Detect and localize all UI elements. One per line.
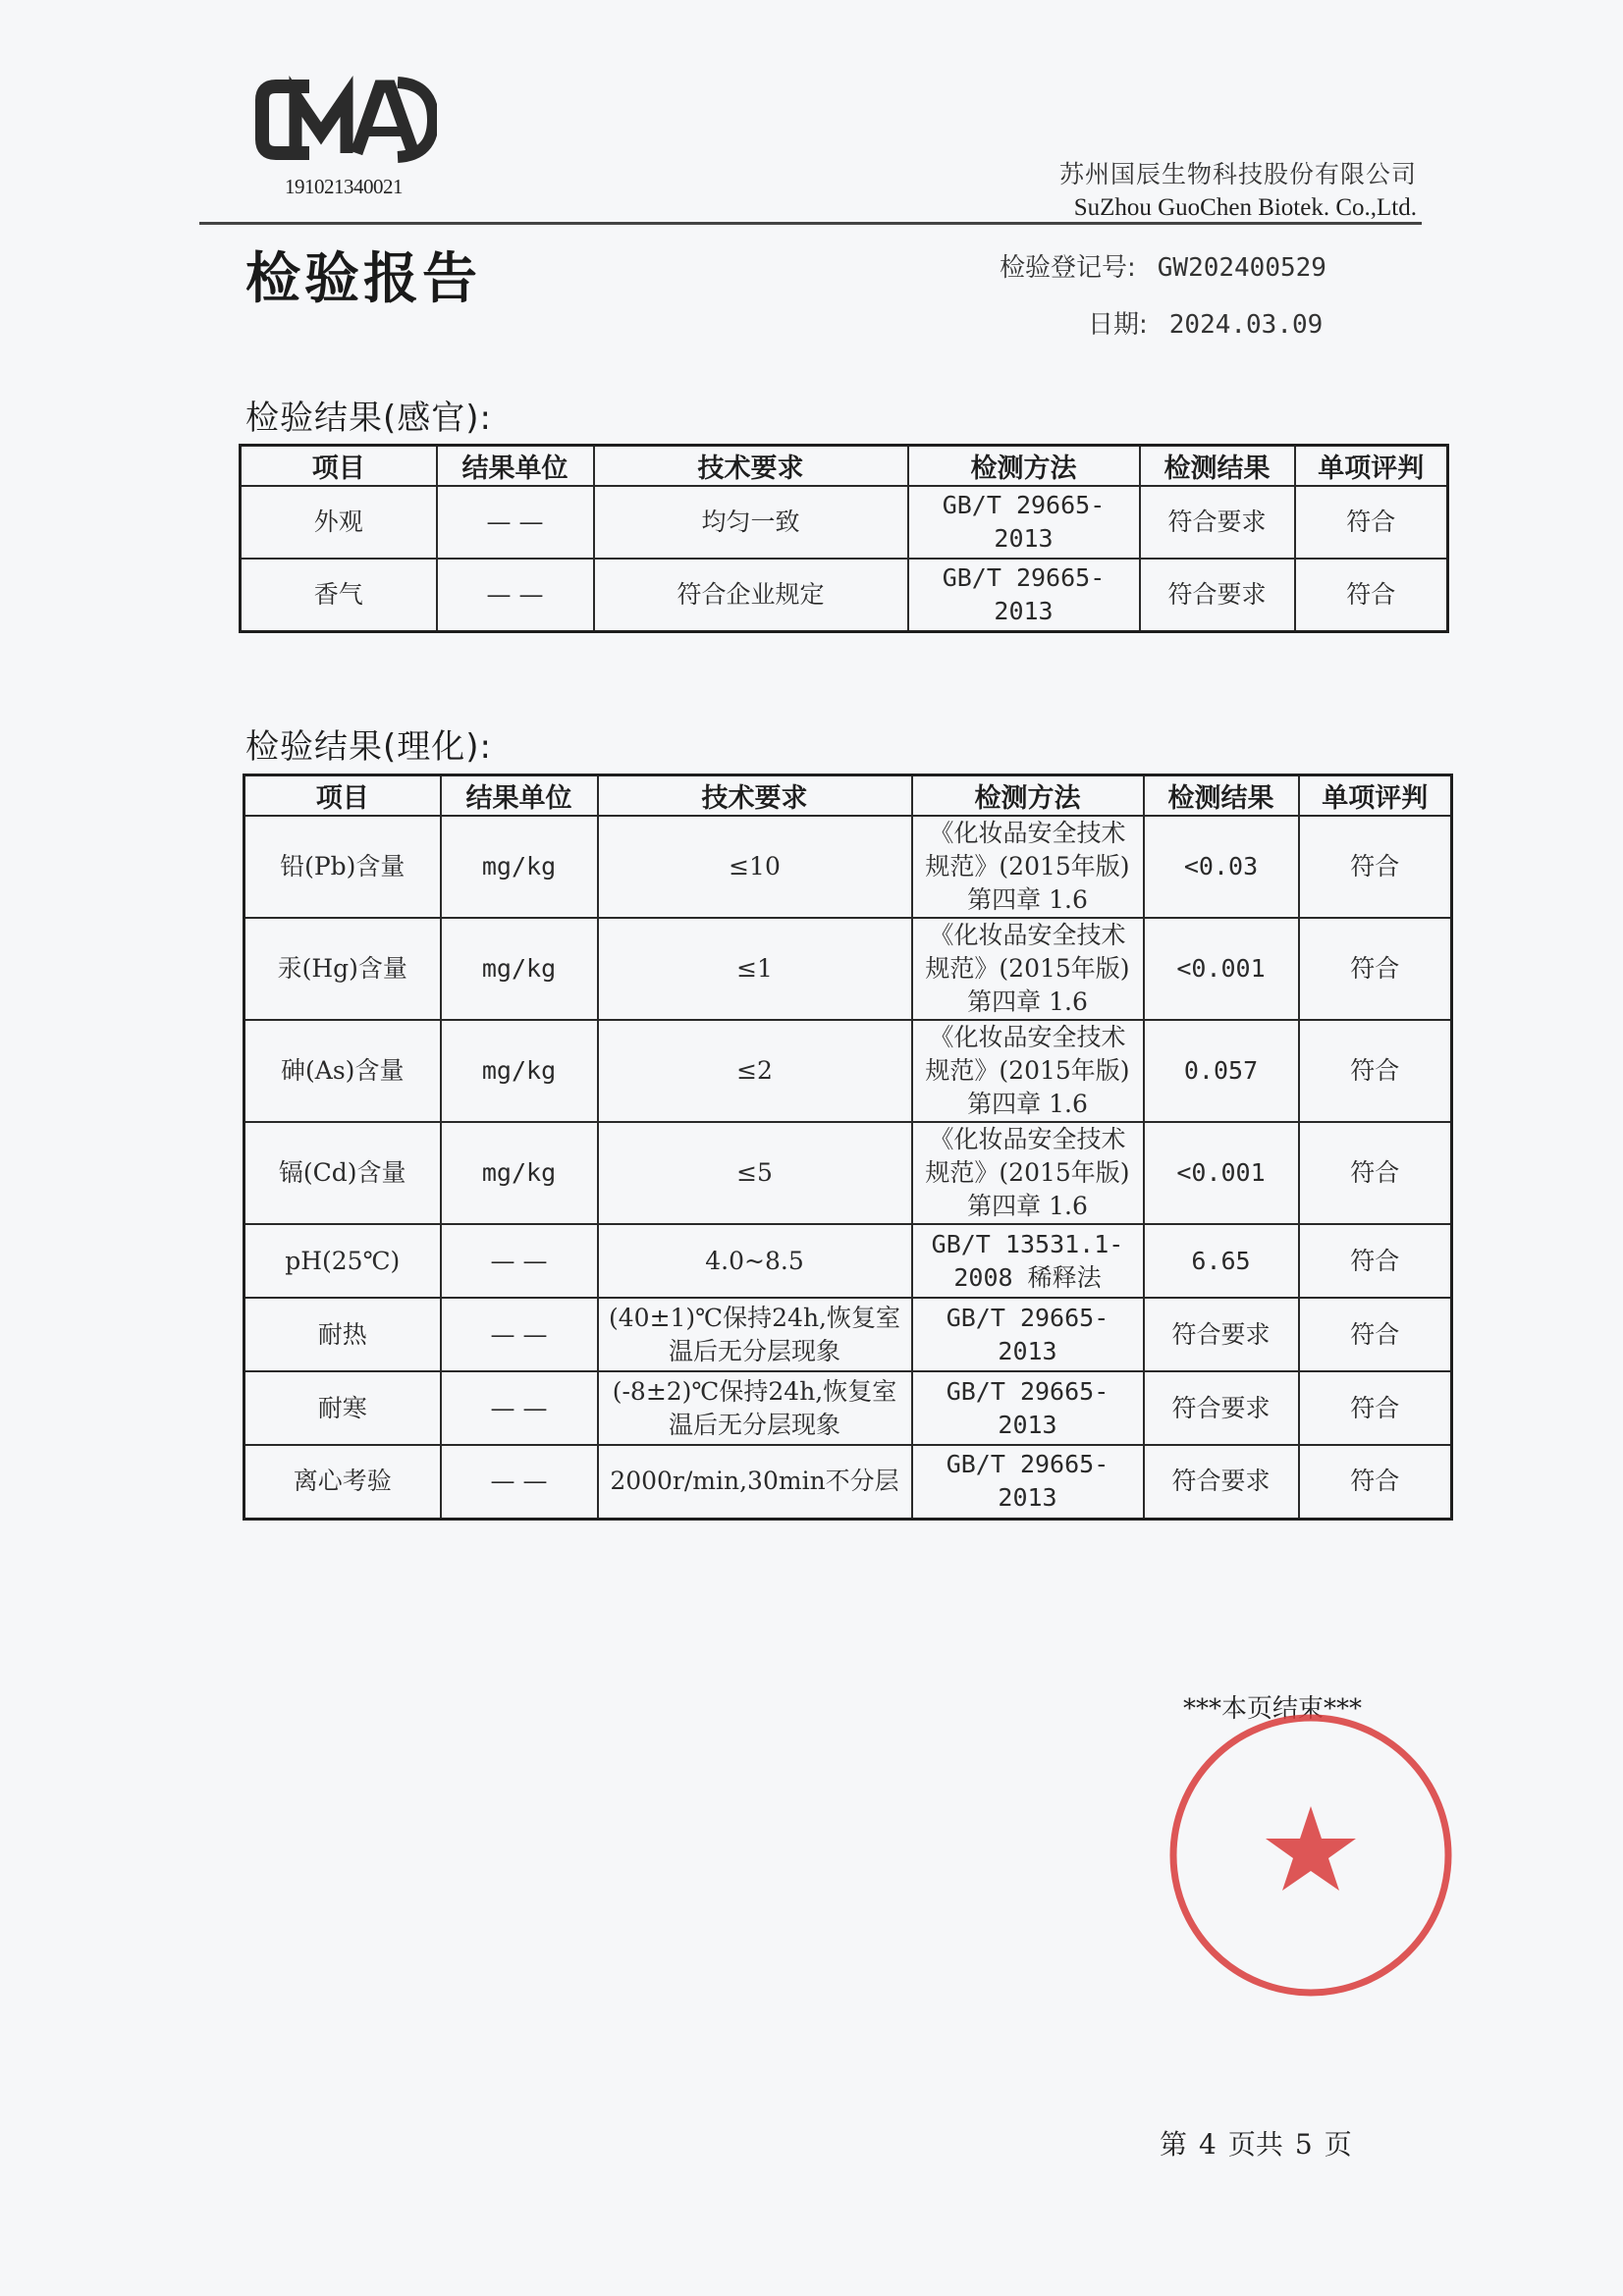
cell-result: 符合要求 <box>1140 486 1295 559</box>
cell-unit: — — <box>437 486 594 559</box>
cma-mark-icon <box>250 69 437 172</box>
date-label: 日期: <box>1088 310 1148 340</box>
footer-total: 5 <box>1294 2128 1313 2161</box>
registration-number: GW202400529 <box>1157 253 1326 283</box>
page-end-mark: ***本页结束*** <box>1183 1694 1363 1724</box>
cell-verdict: 符合 <box>1299 1445 1452 1519</box>
table-row <box>244 918 1452 1020</box>
cell-item: 外观 <box>241 486 437 559</box>
cell-item: 耐热 <box>244 1298 441 1371</box>
header-result: 检测结果 <box>1144 775 1299 817</box>
footer-page: 4 <box>1199 2128 1217 2161</box>
header-method: 检测方法 <box>908 446 1140 487</box>
header-result: 检测结果 <box>1140 446 1295 487</box>
header-unit: 结果单位 <box>437 446 594 487</box>
cell-result: <0.001 <box>1144 918 1299 1020</box>
cell-unit: — — <box>441 1371 598 1445</box>
table-row <box>244 1020 1452 1122</box>
cell-method: GB/T 29665-2013 <box>912 1371 1144 1445</box>
registration-row <box>1000 247 1326 284</box>
table-row <box>241 559 1448 631</box>
cell-result: 6.65 <box>1144 1224 1299 1298</box>
cell-verdict: 符合 <box>1295 559 1448 631</box>
cell-verdict: 符合 <box>1299 816 1452 918</box>
cell-item: pH(25℃) <box>244 1224 441 1298</box>
cell-unit: mg/kg <box>441 918 598 1020</box>
header-requirement: 技术要求 <box>598 775 912 817</box>
date-row <box>1088 304 1323 341</box>
header-item: 项目 <box>241 446 437 487</box>
cell-item: 砷(As)含量 <box>244 1020 441 1122</box>
cell-unit: — — <box>441 1224 598 1298</box>
cell-method: 《化妆品安全技术规范》(2015年版)第四章 1.6 <box>912 918 1144 1020</box>
physchem-table <box>243 774 1453 1521</box>
cell-item: 镉(Cd)含量 <box>244 1122 441 1224</box>
cell-verdict: 符合 <box>1299 1020 1452 1122</box>
cell-requirement: (-8±2)℃保持24h,恢复室温后无分层现象 <box>598 1371 912 1445</box>
cell-unit: — — <box>441 1445 598 1519</box>
physchem-section-title: 检验结果(理化): <box>245 727 492 767</box>
table-header-row <box>241 446 1448 487</box>
cell-item: 铅(Pb)含量 <box>244 816 441 918</box>
table-row <box>244 1224 1452 1298</box>
page-footer <box>1154 2123 1358 2163</box>
cell-method: GB/T 29665-2013 <box>908 559 1140 631</box>
cell-item: 香气 <box>241 559 437 631</box>
cell-method: GB/T 29665-2013 <box>908 486 1140 559</box>
cma-logo <box>250 69 437 196</box>
cell-requirement: 符合企业规定 <box>594 559 908 631</box>
cell-requirement: ≤5 <box>598 1122 912 1224</box>
cell-result: 符合要求 <box>1144 1371 1299 1445</box>
table-row <box>244 1298 1452 1371</box>
cell-requirement: (40±1)℃保持24h,恢复室温后无分层现象 <box>598 1298 912 1371</box>
cell-result: <0.001 <box>1144 1122 1299 1224</box>
table-row <box>244 1371 1452 1445</box>
cell-verdict: 符合 <box>1295 486 1448 559</box>
cell-requirement: ≤10 <box>598 816 912 918</box>
company-name-en: SuZhou GuoChen Biotek. Co.,Ltd. <box>1073 194 1417 221</box>
cell-verdict: 符合 <box>1299 1298 1452 1371</box>
header-verdict: 单项评判 <box>1295 446 1448 487</box>
cell-unit: — — <box>441 1298 598 1371</box>
cma-code: 191021340021 <box>285 175 403 198</box>
seal-icon <box>1163 1708 1458 2002</box>
cell-method: 《化妆品安全技术规范》(2015年版)第四章 1.6 <box>912 1020 1144 1122</box>
cell-result: 0.057 <box>1144 1020 1299 1122</box>
cell-unit: — — <box>437 559 594 631</box>
cell-verdict: 符合 <box>1299 1371 1452 1445</box>
cell-unit: mg/kg <box>441 1122 598 1224</box>
inspection-stamp <box>1163 1708 1458 2002</box>
cell-result: 符合要求 <box>1144 1298 1299 1371</box>
cell-requirement: 2000r/min,30min不分层 <box>598 1445 912 1519</box>
cell-verdict: 符合 <box>1299 1122 1452 1224</box>
header-method: 检测方法 <box>912 775 1144 817</box>
cell-requirement: 均匀一致 <box>594 486 908 559</box>
cell-result: 符合要求 <box>1140 559 1295 631</box>
footer-mid: 页共 <box>1227 2128 1283 2161</box>
cell-method: GB/T 13531.1-2008 稀释法 <box>912 1224 1144 1298</box>
cell-requirement: ≤1 <box>598 918 912 1020</box>
cell-unit: mg/kg <box>441 1020 598 1122</box>
cell-verdict: 符合 <box>1299 1224 1452 1298</box>
cell-method: GB/T 29665-2013 <box>912 1445 1144 1519</box>
cell-item: 耐寒 <box>244 1371 441 1445</box>
table-header-row <box>244 775 1452 817</box>
footer-suffix: 页 <box>1324 2128 1352 2161</box>
cell-unit: mg/kg <box>441 816 598 918</box>
registration-label: 检验登记号: <box>1000 253 1136 283</box>
cell-verdict: 符合 <box>1299 918 1452 1020</box>
cell-result: 符合要求 <box>1144 1445 1299 1519</box>
cell-method: 《化妆品安全技术规范》(2015年版)第四章 1.6 <box>912 1122 1144 1224</box>
date-value: 2024.03.09 <box>1168 310 1324 340</box>
table-row <box>241 486 1448 559</box>
cell-item: 离心考验 <box>244 1445 441 1519</box>
company-name-cn: 苏州国辰生物科技股份有限公司 <box>1058 160 1417 188</box>
cell-method: 《化妆品安全技术规范》(2015年版)第四章 1.6 <box>912 816 1144 918</box>
sensory-section-title: 检验结果(感官): <box>245 399 492 438</box>
cell-requirement: ≤2 <box>598 1020 912 1122</box>
table-row <box>244 1445 1452 1519</box>
header-divider <box>199 222 1422 225</box>
header-requirement: 技术要求 <box>594 446 908 487</box>
sensory-table <box>239 444 1449 633</box>
header-item: 项目 <box>244 775 441 817</box>
cell-result: <0.03 <box>1144 816 1299 918</box>
cell-method: GB/T 29665-2013 <box>912 1298 1144 1371</box>
header-verdict: 单项评判 <box>1299 775 1452 817</box>
company-header <box>1059 155 1417 222</box>
footer-prefix: 第 <box>1160 2128 1188 2161</box>
cell-requirement: 4.0~8.5 <box>598 1224 912 1298</box>
table-row <box>244 1122 1452 1224</box>
header-unit: 结果单位 <box>441 775 598 817</box>
report-title: 检验报告 <box>245 247 481 311</box>
table-row <box>244 816 1452 918</box>
cell-item: 汞(Hg)含量 <box>244 918 441 1020</box>
